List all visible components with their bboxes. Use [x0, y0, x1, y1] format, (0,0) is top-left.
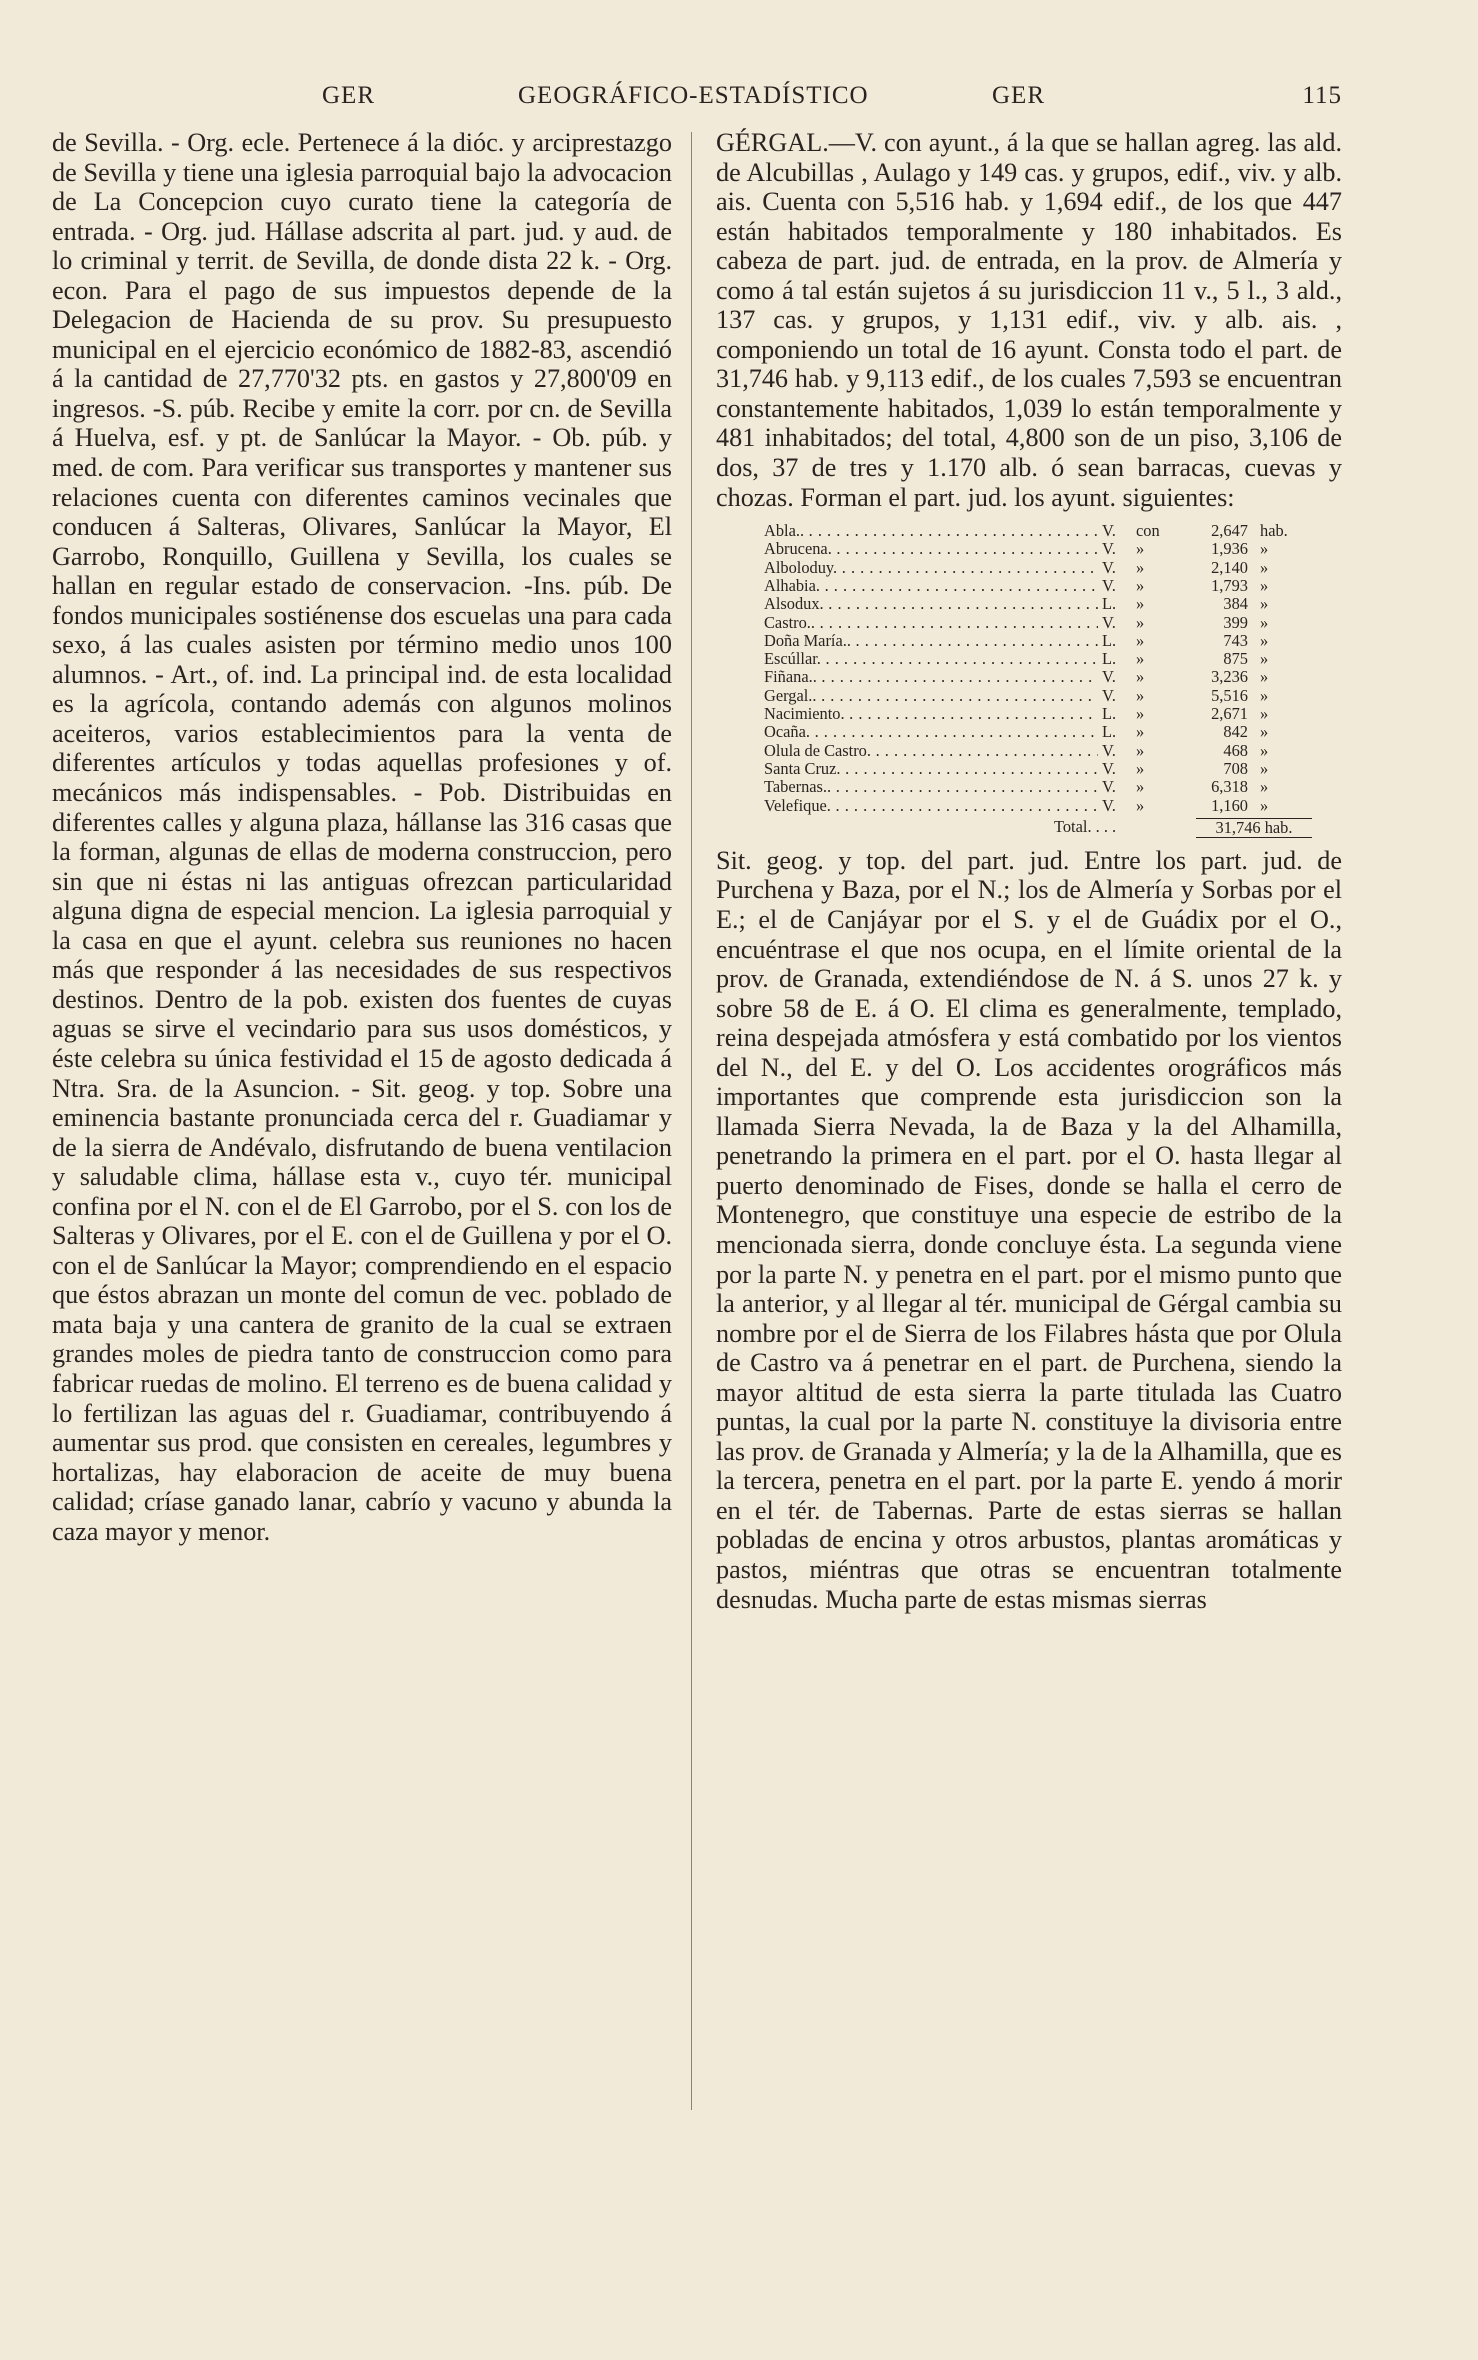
- gergal-geography-paragraph: Sit. geog. y top. del part. jud. Entre los part. jud. de Purchena y Baza, por el N.; los de Almería y Sorbas por el E.; el de Canjáyar por el S. y el de Guádix por el O., encuéntrase el que nos ocupa, en el límite oriental de la prov. de Granada, extendiéndose de N. á S. unos 27 k. y sobre 58 de E. á O. El clima es generalmente, templado, reina despejada atmósfera y está combatido por los vientos del N., del E. y del O. Los accidentes orográficos más importantes que comprende esta jurisdiccion son la llamada Sierra Nevada, la de Baza y la del Alhamilla, penetrando la primera en el part. por el O. hasta llegar al puerto denominado de Fises, donde se halla el cerro de Montenegro, que constituye una especie de estribo de la mencionada sierra, donde concluye ésta. La segunda viene por la parte N. y penetra en el part. por el mismo punto que la anterior, y al llegar al tér. municipal de Gérgal cambia su nombre por el de Sierra de los Filabres hásta que por Olula de Castro va á penetrar en el part. de Purchena, siendo la mayor altitud de esta sierra la parte titulada las Cuatro puntas, la cual por la parte N. constituye la divisoria entre las prov. de Granada y Almería; y la de la Alhamilla, que es la tercera, penetra en el part. por la parte E. yendo á morir en el tér. de Tabernas. Parte de estas sierras se hallan pobladas de encina y otros arbustos, plantas aromáticas y pastos, miéntras que otras se encuentran totalmente desnudas. Mucha parte de estas mismas sierras: [716, 845, 1342, 1614]
- inhabitants-count: 1,936: [1211, 539, 1248, 559]
- running-header: [52, 82, 1342, 130]
- row-connector: »: [1136, 758, 1145, 778]
- table-row: [764, 595, 1324, 613]
- header-title: GEOGRÁFICO-ESTADÍSTICO: [518, 82, 869, 109]
- page-number: 115: [1302, 82, 1342, 109]
- inhabitants-count: 842: [1223, 722, 1248, 742]
- left-column: [52, 128, 672, 1546]
- header-right-keyword: GER: [992, 82, 1045, 109]
- row-connector: »: [1136, 740, 1145, 760]
- table-row: [764, 723, 1324, 741]
- inhabitants-count: 875: [1223, 649, 1248, 669]
- row-connector: »: [1136, 612, 1145, 632]
- unit-label: »: [1260, 557, 1269, 577]
- inhabitants-count: 743: [1223, 630, 1248, 650]
- table-row: [764, 705, 1324, 723]
- row-connector: con: [1136, 521, 1160, 541]
- table-row: [764, 687, 1324, 705]
- municipality-name: Alboloduy. . . .: [764, 559, 1098, 577]
- inhabitants-count: 2,671: [1211, 704, 1248, 724]
- municipality-name: Gergal.. . . .: [764, 687, 1098, 705]
- table-row: [764, 778, 1324, 796]
- left-column-paragraph: de Sevilla. - Org. ecle. Pertenece á la dióc. y arciprestazgo de Sevilla y tiene una iglesia parroquial bajo la advocacion de La Concepcion cuyo curato tiene la categoría de entrada. - Org. jud. Hállase adscrita al part. jud. y aud. de lo criminal y territ. de Sevilla, de donde dista 22 k. - Org. econ. Para el pago de sus impuestos depende de la Delegacion de Hacienda de su prov. Su presupuesto municipal en el ejercicio económico de 1882-83, ascendió á la cantidad de 27,770'32 pts. en gastos y 27,800'09 en ingresos. -S. púb. Recibe y emite la corr. por cn. de Sevilla á Huelva, esf. y pt. de Sanlúcar la Mayor. - Ob. púb. y med. de com. Para verificar sus transportes y mantener sus relaciones cuenta con diferentes caminos vecinales que conducen á Salteras, Olivares, Sanlúcar la Mayor, El Garrobo, Ronquillo, Guillena y Sevilla, los cuales se hallan en regular estado de conservacion. -Ins. púb. De fondos municipales sostiénense dos escuelas una para cada sexo, á las cuales asisten por término medio unos 100 alumnos. - Art., of. ind. La principal ind. de esta localidad es la agrícola, contando además con algunos molinos aceiteros, varios establecimientos para la venta de diferentes artículos y todas aquellas profesiones y of. mecánicos más indispensables. - Pob. Distribuidas en diferentes calles y alguna plaza, hállanse las 316 casas que la forman, algunas de ellas de moderna construccion, pero sin que ni éstas ni las antiguas ofrezcan particularidad alguna digna de especial mencion. La iglesia parroquial y la casa en que el ayunt. celebra sus reuniones no hacen más que responder á las necesidades de sus respectivos destinos. Dentro de la pob. existen dos fuentes de cuyas aguas se sirve el vecindario para sus usos domésticos, y éste celebra su única festividad el 15 de agosto dedicada á Ntra. Sra. de la Asuncion. - Sit. geog. y top. Sobre una eminencia bastante pronunciada cerca del r. Guadiamar y de la sierra de Andévalo, disfrutando de buena ventilacion y saludable clima, hállase esta v., cuyo tér. municipal confina por el N. con el de El Garrobo, por el S. con los de Salteras y Olivares, por el E. con el de Guillena y por el O. con el de Sanlúcar la Mayor; comprendiendo en el espacio que éstos abrazan un monte del comun de vec. poblado de mata baja y una cantera de granito de la cual se extraen grandes moles de piedra tanto de construccion como para fabricar ruedas de molino. El terreno es de buena calidad y lo fertilizan las aguas del r. Guadiamar, contribuyendo á aumentar sus prod. que consisten en cereales, legumbres y hortalizas, hay elaboracion de aceite de muy buena calidad; críase ganado lanar, cabrío y vacuno y abunda la caza mayor y menor.: [52, 128, 672, 1546]
- row-connector: »: [1136, 649, 1145, 669]
- unit-label: »: [1260, 630, 1269, 650]
- inhabitants-count: 384: [1223, 594, 1248, 614]
- row-connector: »: [1136, 704, 1145, 724]
- municipality-type: V.: [1102, 612, 1116, 632]
- unit-label: »: [1260, 539, 1269, 559]
- inhabitants-count: 1,160: [1211, 795, 1248, 815]
- municipality-name: Ocaña. . . .: [764, 723, 1098, 741]
- municipality-name: Olula de Castro. . . .: [764, 742, 1098, 760]
- municipality-type: L.: [1102, 649, 1117, 669]
- row-connector: »: [1136, 685, 1145, 705]
- municipality-type: V.: [1102, 795, 1116, 815]
- municipality-name: Santa Cruz. . . .: [764, 760, 1098, 778]
- unit-label: »: [1260, 722, 1269, 742]
- gergal-entry-intro: GÉRGAL.—V. con ayunt., á la que se hallan agreg. las ald. de Alcubillas , Aulago y 149 cas. y grupos, edif., viv. y alb. ais. Cuenta con 5,516 hab. y 1,694 edif., de los que 447 están habitados temporalmente y 180 inhabitados. Es cabeza de part. jud. de entrada, en la prov. de Almería y como á tal están sujetos á su jurisdiccion 11 v., 5 l., 3 ald., 137 cas. y grupos, y 1,131 edif., viv. y alb. ais. , componiendo un total de 16 ayunt. Consta todo el part. de 31,746 hab. y 9,113 edif., de los cuales 7,593 se encuentran constantemente habitados, 1,039 lo están temporalmente y 481 inhabitados; del total, 4,800 son de un piso, 3,106 de dos, 37 de tres y 1.170 alb. ó sean barracas, cuevas y chozas. Forman el part. jud. los ayunt. siguientes:: [716, 128, 1342, 512]
- municipality-name: Escúllar. . . .: [764, 650, 1098, 668]
- municipality-type: L.: [1102, 594, 1117, 614]
- right-column: [716, 128, 1342, 1614]
- table-row: [764, 742, 1324, 760]
- municipality-name: Fiñana.. . . .: [764, 668, 1098, 686]
- inhabitants-count: 6,318: [1211, 777, 1248, 797]
- table-total-row: [764, 818, 1324, 840]
- unit-label: »: [1260, 649, 1269, 669]
- table-row: [764, 650, 1324, 668]
- unit-label: »: [1260, 594, 1269, 614]
- row-connector: »: [1136, 722, 1145, 742]
- municipality-name: Velefique. . . .: [764, 797, 1098, 815]
- table-row: [764, 614, 1324, 632]
- municipality-type: L.: [1102, 722, 1117, 742]
- inhabitants-count: 3,236: [1211, 667, 1248, 687]
- unit-label: »: [1260, 685, 1269, 705]
- municipality-name: Alhabia. . . .: [764, 577, 1098, 595]
- row-connector: »: [1136, 594, 1145, 614]
- row-connector: »: [1136, 576, 1145, 595]
- municipality-type: V.: [1102, 685, 1116, 705]
- inhabitants-count: 5,516: [1211, 685, 1248, 705]
- inhabitants-count: 2,140: [1211, 557, 1248, 577]
- municipality-table: [764, 522, 1324, 840]
- municipality-name: Tabernas.. . . .: [764, 778, 1098, 796]
- municipality-type: V.: [1102, 557, 1116, 577]
- column-divider: [691, 132, 692, 2110]
- municipality-name: Abrucena. . . .: [764, 540, 1098, 558]
- municipality-name: Alsodux. . . .: [764, 595, 1098, 613]
- municipality-type: V.: [1102, 539, 1116, 559]
- municipality-name: Nacimiento. . . .: [764, 705, 1098, 723]
- inhabitants-count: 708: [1223, 758, 1248, 778]
- total-label: Total. . . .: [1054, 816, 1117, 836]
- municipality-type: V.: [1102, 777, 1116, 797]
- table-row: [764, 540, 1324, 558]
- unit-label: »: [1260, 612, 1269, 632]
- table-row: [764, 668, 1324, 686]
- unit-label: »: [1260, 740, 1269, 760]
- municipality-type: V.: [1102, 740, 1116, 760]
- row-connector: »: [1136, 795, 1145, 815]
- unit-label: hab.: [1260, 521, 1288, 541]
- municipality-name: Castro.. . . .: [764, 614, 1098, 632]
- municipality-type: V.: [1102, 521, 1116, 541]
- row-connector: »: [1136, 777, 1145, 797]
- municipality-name: Abla.. . . .: [764, 522, 1098, 540]
- row-connector: »: [1136, 630, 1145, 650]
- inhabitants-count: 1,793: [1211, 576, 1248, 595]
- unit-label: »: [1260, 795, 1269, 815]
- table-row: [764, 632, 1324, 650]
- municipality-type: L.: [1102, 630, 1117, 650]
- table-row: [764, 577, 1324, 595]
- header-left-keyword: GER: [322, 82, 375, 109]
- unit-label: »: [1260, 777, 1269, 797]
- unit-label: »: [1260, 667, 1269, 687]
- unit-label: »: [1260, 758, 1269, 778]
- row-connector: »: [1136, 539, 1145, 559]
- inhabitants-count: 468: [1223, 740, 1248, 760]
- unit-label: »: [1260, 704, 1269, 724]
- municipality-type: V.: [1102, 758, 1116, 778]
- municipality-type: V.: [1102, 667, 1116, 687]
- table-row: [764, 760, 1324, 778]
- table-row: [764, 797, 1324, 815]
- municipality-type: L.: [1102, 704, 1117, 724]
- row-connector: »: [1136, 667, 1145, 687]
- row-connector: »: [1136, 557, 1145, 577]
- municipality-type: V.: [1102, 576, 1116, 595]
- table-row: [764, 522, 1324, 540]
- inhabitants-count: 2,647: [1211, 521, 1248, 541]
- inhabitants-count: 399: [1223, 612, 1248, 632]
- total-value: 31,746 hab.: [1196, 818, 1312, 838]
- municipality-name: Doña María.. . . .: [764, 632, 1098, 650]
- table-row: [764, 559, 1324, 577]
- unit-label: »: [1260, 576, 1269, 595]
